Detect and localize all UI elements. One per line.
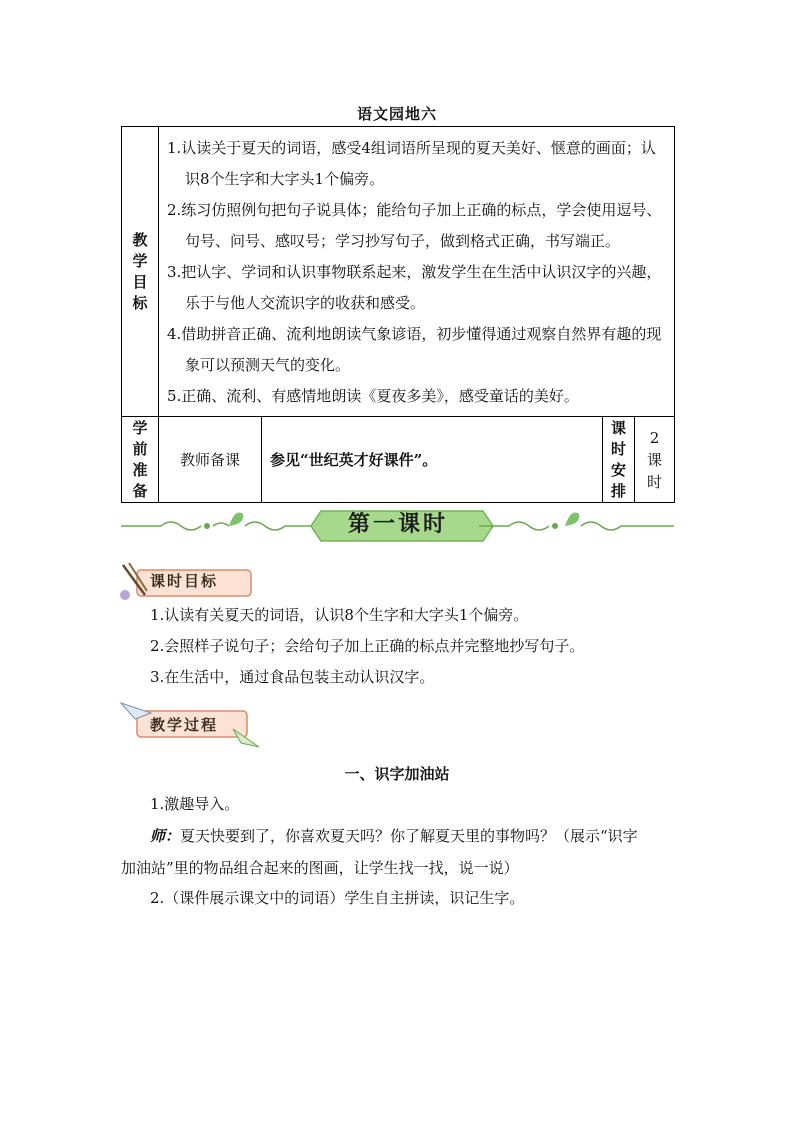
goal-item-5: 5.正确、流利、有感情地朗读《夏夜多美》，感受童话的美好。 [167,387,579,405]
objective-1: 1.认读有关夏天的词语，认识8个生字和大字头1个偏旁。 [150,606,529,624]
goal-item-4: 4.借助拼音正确、流利地朗读气象谚语，初步懂得通过观察自然界有趣的现象可以预测天气的变化。 [167,325,662,374]
goal-item-3: 3.把认字、学词和认识事物联系起来，激发学生在生活中认识汉字的兴趣，乐于与他人交流识字的收获和感受。 [167,263,662,312]
prep-header-text: 学前准备 [132,418,148,500]
lesson-plan-table [121,126,675,503]
teacher-label: 师： [150,827,181,845]
goals-header-text: 教学目标 [132,230,148,312]
teacher-line1: 夏天快要到了，你喜欢夏天吗？你了解夏天里的事物吗？（展示“识字 [180,827,638,845]
schedule-value [635,417,675,503]
lesson-banner-title: 第一课时 [347,511,448,537]
schedule-header [603,417,635,503]
step-1: 1.激趣导入。 [150,795,240,813]
objective-2: 2.会照样子说句子；会给句子加上正确的标点并完整地抄写句子。 [150,637,585,655]
goals-row [122,127,675,417]
page-title: 语文园地六 [356,105,437,123]
prep-row [122,417,675,503]
teacher-dialogue [121,820,674,884]
goals-cell [159,127,675,417]
prep-content: 参见“世纪英才好课件”。 [262,417,603,503]
prep-teacher: 教师备课 [159,417,262,503]
step-2: 2.（课件展示课文中的词语）学生自主拼读，识记生字。 [150,889,525,907]
prep-header [122,417,159,503]
teacher-dialogue-line1 [121,820,674,852]
leaf-icon [229,513,243,527]
process-badge-label: 教学过程 [150,716,219,734]
schedule-header-text: 课时安排 [610,418,626,500]
objective-3: 3.在生活中，通过食品包装主动认识汉字。 [150,668,435,686]
schedule-value-text: 2课时 [646,428,662,491]
teacher-line2: 加油站”里的物品组合起来的图画，让学生找一找，说一说） [121,859,519,877]
goals-header [122,127,159,417]
objectives-badge-label: 课时目标 [150,572,219,590]
goal-item-2: 2.练习仿照例句把句子说具体；能给句子加上正确的标点，学会使用逗号、句号、问号、感叹号；学习抄写句子，做到格式正确，书写端正。 [167,201,662,250]
section-heading: 一、识字加油站 [344,765,450,783]
goal-item-1: 1.认读关于夏天的词语，感受4组词语所呈现的夏天美好、惬意的画面；认识8个生字和大字头1个偏旁。 [167,139,656,188]
leaf-icon [565,513,579,527]
